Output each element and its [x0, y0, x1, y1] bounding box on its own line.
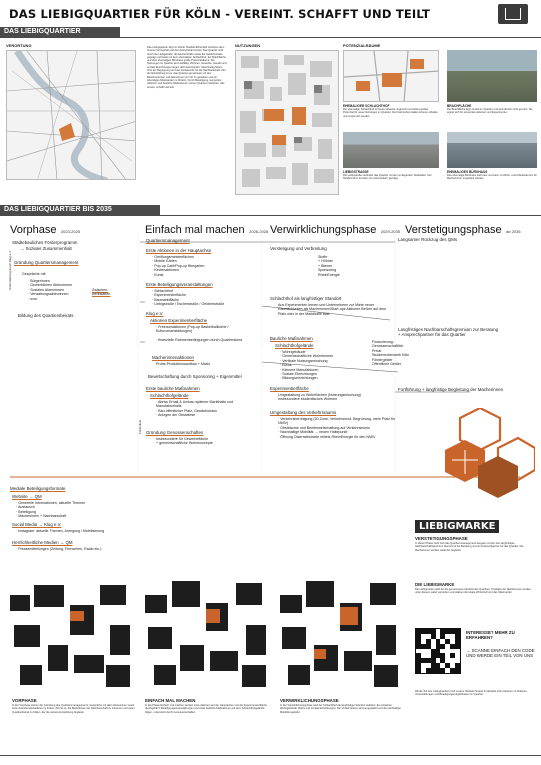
section-header-2035: DAS LIEBIGQUARTIER BIS 2035: [0, 205, 160, 215]
ein-beteiligung: Erste Beteiligungsveranstaltungen: [146, 282, 213, 287]
caption-ein-text: In der Phase Einfach mal machen werden erste Aktionen auf der Hauptachse und der Experimentierfläche durchgeführt. Beteiligungsveranstaltungen und erste bauliche Maßnahmen auf dem Schlachthofgelände folgen, unterstützt durch Genossenschaften.: [145, 704, 267, 714]
photo-schlachthof: [343, 132, 439, 168]
ver-finanz: Finanzierung: Genossenschaftlich Privat Studierendenwerk Köln Fördergelder Öffentliche Gelder: [372, 340, 410, 367]
ein-sponsoring: Bewirtschaftung durch Sponsoring + Eigenmittel: [148, 374, 242, 379]
ver-experiment: Experimentierfläche: [270, 386, 309, 391]
ver-verkehr: Umgestaltung des Verkehrsraums: [270, 410, 337, 415]
vor-grundung: Gründung Quartiersmanagement: [14, 260, 79, 265]
media-hzl: Herrlichkeitliche Medien → QM: [12, 540, 73, 545]
photo1-text: Der ehemalige Schlachthof ist heute teilweise ungenutzt und bietet großes Potenzial für neue Nutzungen im Quartier. Die historischen Hallen können erhalten und umgenutzt werden.: [343, 108, 438, 118]
media-web-items: · Generelle Informationen, aktuelle Themen · Austausch · Beteiligung · Macherinnen + Nachbarschaft: [16, 501, 86, 519]
photo2-title: BRACHFLÄCHE: [447, 104, 472, 108]
ein-erste: Erste Aktionen in der Hauptachse: [146, 248, 212, 253]
footer-right-text: Werde Teil des Liebigquartiers! Auf unserer Website findest du aktuelle Informationen zu Aktionen, Veranstaltungen und Beteiligungsmöglichkeiten im Quartier.: [415, 690, 528, 697]
photo2-text: Die Brachfläche liegt zentral im Quartier und wird derzeit nicht genutzt. Sie eignet sich für temporäre Aktionen und Experimente.: [447, 108, 533, 115]
photo-brachflaeche: [447, 50, 537, 102]
ein-macher-item: Probe-Produktionsaufbau + Markt: [156, 362, 210, 366]
caption-vor-text: In der Vorphase stehen die Gründung des Quartiersmanagements, Gespräche mit allen Akteurinnen sowie erste Zwischenwerkstätten im Fokus. Ziel ist es, die Bedürfnisse der Nachbarschaft zu erkennen und einen Quartiersbeirat zu bilden, der die weitere Entwicklung begleitet.: [12, 704, 135, 714]
logo-icon: [505, 8, 521, 20]
vor-intro1: Städtebauliches Förderprogramm: [12, 240, 78, 245]
ver-exp-text: Umgestaltung zu Wohnflächen (Nutzungsmischung) Insbesondere studentisches Wohnen: [278, 393, 361, 402]
ver-verstetigung: Verstetigung und Verbreitung: [270, 246, 327, 251]
vs-fortfuehrung: Fortführung + langfristige Begleitung der Macherinnen: [398, 387, 504, 392]
ein-bauliche: Erste bauliche Maßnahmen: [146, 386, 200, 391]
usage-map: [235, 50, 339, 195]
liebigmarke-logo: LIEBIGMARKE: [415, 520, 499, 533]
potential-map: [343, 50, 439, 102]
hexagon-graphic: [440, 408, 535, 508]
nutzungen-label: NUTZUNGEN: [235, 43, 261, 48]
ein-qm: Quartiersmanagement: [146, 238, 190, 243]
vor-items: · Bürgerinnen · Gewerblichen Akteurinnen · Sozialen Akteurinnen · Verwaltungsakteurinnen · uvm.: [28, 279, 73, 301]
vs-liebigmarke-text: Die Liebigmarke steht für die gemeinsame Identität des Quartiers. Produkte der Macherinnen werden unter diesem Label vertrieben und stärken die lokale Wirtschaft und das Miteinander.: [415, 588, 532, 595]
photo4-text: Das ehemalige Bürohaus steht leer und kann zu Wohn- und Arbeitsräumen für Macherinnen umgebaut werden.: [447, 174, 537, 181]
media-website: Website → QM: [12, 494, 42, 499]
vor-zwischen: Zwischen-werkstätten: [92, 288, 111, 297]
potenzial-label: POTENZIALRÄUME: [343, 43, 381, 48]
qr-code[interactable]: [415, 628, 461, 674]
ver-sch-text: Aus Experimenten lernen und Unternehmen zur Miete neuer Räumlichkeiten als Macherinnen/Start-ups Aktionen fließen auf dem Platz oder in der Markthalle statt: [278, 303, 387, 316]
verortung-label: VERORTUNG: [6, 43, 32, 48]
ver-schlachthof: Schlachthof als langfristiger Standort: [270, 296, 342, 301]
vs-phase-text: In dieser Phase zieht sich das Quartiersmanagement langsam zurück. Ein langfristiges Nachbarschaftsgremium übernimmt die Beratung und ist Ansprechpartner für das Quartier. Die Macherinnen werden weiterhin begleitet.: [415, 542, 524, 552]
vor-bildung: Bildung des Quartiersbeirats: [18, 313, 74, 318]
ein-bet-items: · Schlachthof · Experimentierfläche · Baumarktfläche · Liebigstraße / Escherstraße / Geldernstraße: [152, 289, 225, 307]
caption-verwirk-text: In der Verwirklichungsphase wird der Schlachthof als langfristiger Standort etabliert. Es entstehen Wohngebäude, Büros und soziale Einrichtungen. Der Verkehrsraum wird umgestaltet und die nachhaltige Mobilität gestärkt.: [280, 704, 401, 714]
media-social-item: · Instagram: aktuelle Themen, Anregung / Mobilisierung: [16, 529, 105, 533]
photo-buerohaus: [447, 132, 537, 168]
ein-schlachthof: Schlachthofgelände: [150, 393, 189, 398]
vor-gesprache: Gespräche mit:: [22, 272, 47, 276]
ein-macher: Macherinnenaktionen: [152, 355, 194, 360]
caption-vorphase: VORPHASE: [12, 698, 37, 703]
vs-langfrist: Langfristiges Nachbarschaftsgremium zur Beratung + Ansprechpartner für das Quartier: [398, 327, 499, 338]
vor-intro2: → Sozialer Zusammenhalt: [20, 246, 72, 251]
interesse-text: INTERESSE? MEHR ZU ERFAHREN?: [466, 630, 515, 641]
page-title: DAS LIEBIGQUARTIER FÜR KÖLN - VEREINT. SCHAFFT UND TEILT: [9, 7, 431, 21]
phase-versteti-title: Verstetigungsphase ab 2036: [405, 224, 521, 236]
bottom-maps: [10, 555, 400, 695]
caption-verwirk: VERWIRKLICHUNGSPHASE: [280, 698, 339, 703]
ver-bauliche: Bauliche Maßnahmen: [270, 336, 313, 341]
phase-einfach-title: Einfach mal machen 2026-2028: [145, 224, 269, 236]
photo1-title: EHEMALIGER SCHLACHTHOF: [343, 104, 390, 108]
ver-sch2-items: · Wohngebäude · Gemeinschaftliche Wohnformen · Vertikale Nutzungsmischung · Büros · Kleinere Manufakturen · Soziale Einrichtungen · Bildungseinrichtungen: [280, 350, 334, 381]
location-map: [6, 50, 136, 180]
scanne-text: → SCANNE EINFACH DEN CODE UND WERDE EIN TEIL VON UNS: [466, 648, 535, 659]
vs-rueckzug: Langsamer Rückzug des QMs: [398, 237, 458, 242]
vs-phase-title: VERSTETIGUNGSPHASE: [415, 536, 468, 541]
divider: [0, 215, 541, 216]
footer-divider: [0, 755, 541, 756]
photo4-title: EHEMALIGES BÜROHAUS: [447, 170, 488, 174]
ein-klug: Klug e.V.: [146, 311, 164, 316]
ein-foerderlinie: Förderlinie: [138, 419, 142, 434]
logo-badge: [498, 4, 528, 24]
phase-verwirk-title: Verwirklichungsphase 2029-2035: [270, 224, 400, 236]
ein-sch-items: · Abriss Erhalt & Umbau späterer Markthalle und Manufakturhalle · Bau öffentlicher Platz, Gewächshaus · Anlegen der Obstwiese: [156, 400, 234, 418]
caption-einfach: EINFACH MAL MACHEN: [145, 698, 196, 703]
ein-erste-items: · Greiflungsmeisterflächen · Mobile Gärten · Pop-up Café/Pop-up Biergarten · Kindenaktionen · Kunst: [152, 255, 205, 277]
ein-gen-items: Insbesondere für Gewerbefläche + gemeinschaftliche Wohnkonzepte: [156, 437, 213, 446]
ver-verk-items: · Verkehrsberuhigung (30-Zone, Verkehrsmod. Begrünung, mehr Platz für NMIV) · Obstbäume und Beetbewirtschaftung auf Verkehrsinseln · Nachhaltige Mobilität → neuen Haltepunkt · Öffnung Osterrathstraße mittels RheinEnergie für den NMIV: [278, 417, 396, 439]
media-hzl-item: · Pressemitteilungen (Zeitung, Fernsehen, Radio etc.): [16, 547, 102, 551]
media-social: Social Media → Klug e.V.: [12, 522, 62, 527]
ein-experiment: Aktionen Experimentierfläche: [150, 318, 208, 323]
intro-text: Das Liebigquartier liegt im Kölner Stadtteil Ehrenfeld zwischen dem Inneren Grüngürtel und dem Ehrenfelder Gürtel. Das Quartier wird durch die Liebigstraße, die Escherstraße sowie die Geldernstraße geprägt und bietet mit dem ehemaligen Schlachthof, der Brachfläche und dem ehemaligen Bürohaus große Potenzialräume. Die Nutzungen im Quartier sind vielfältig: Wohnen, Gewerbe, Handel und soziale Einrichtungen liegen dicht beieinander. Gleichzeitig fehlen Orte der Begegnung und des Austauschs für die Nachbarschaft. Ziel der Entwicklung ist es, das Quartier gemeinsam mit den Bewohnerinnen und Akteurinnen vor Ort zu gestalten und ein lebendiges Miteinander zu fördern. Durch Beteiligung, temporäre Aktionen und bauliche Maßnahmen soll ein Quartier entstehen, das vereint, schafft und teilt.: [147, 46, 227, 89]
media-head: Mediale Beteiligungsformate: [10, 486, 66, 491]
vor-verbund: Unterstützung durch Klug e.V.: [8, 250, 12, 290]
section-header-liebigquartier: DAS LIEBIGQUARTIER: [0, 27, 120, 37]
phase-vorphase-title: Vorphase 2023-2025: [10, 224, 81, 236]
vs-liebigmarke-title: DIE LIEBIGMARKE: [415, 582, 455, 587]
photo3-text: Die Liebigstraße verbindet das Quartier mit den umliegenden Stadtteilen. Der Straßenraum ist stark vom Autoverkehr geprägt.: [343, 174, 432, 181]
ver-schlacht2: Schlachthofgelände: [275, 343, 314, 348]
ver-stoffe: Stoffe + Hühner + Bienen Sponsoring RheinEnergie: [318, 255, 340, 277]
ein-exp-items: · Freiraumaktionen (Pop-up Basketballkörbe / Kulturveranstaltungen) · finanzielle Rahmenbedingungen durch Quartiersfond: [156, 325, 243, 342]
ein-grundung-gen: Gründung Genossenschaften: [146, 430, 204, 435]
qr-cell: [455, 668, 460, 673]
divider: [0, 37, 541, 38]
photo3-title: LIEBIGSTRASSE: [343, 170, 369, 174]
